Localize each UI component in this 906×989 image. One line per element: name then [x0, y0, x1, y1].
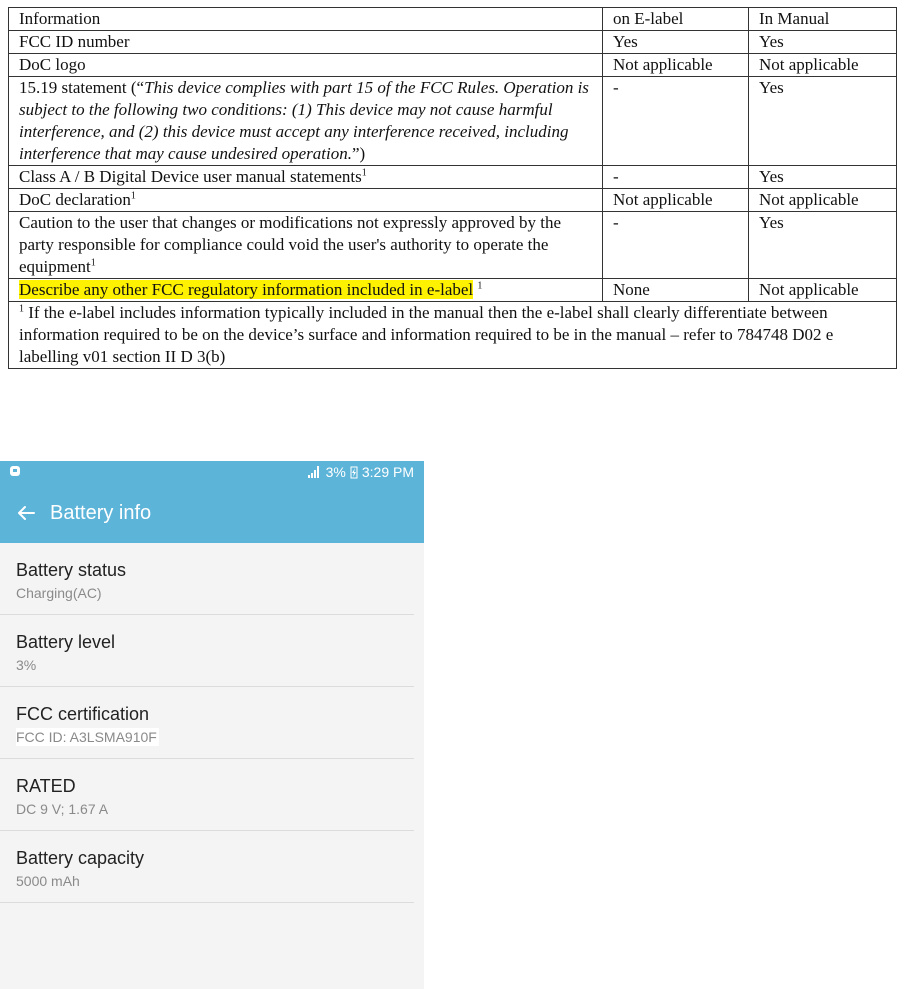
- footnote: [9, 302, 897, 369]
- row-info: DoC logo: [9, 54, 603, 77]
- row-info-text: Class A / B Digital Device user manual statements: [19, 167, 362, 186]
- header-information: Information: [9, 8, 603, 31]
- statement-prefix: 15.19 statement (“: [19, 78, 145, 97]
- item-title: Battery level: [16, 632, 116, 652]
- table-row-highlighted: [9, 279, 897, 302]
- item-title: RATED: [16, 776, 76, 796]
- notification-icon: [8, 464, 22, 478]
- table-row: [9, 31, 897, 54]
- table-header-row: [9, 8, 897, 31]
- list-item-rated: [0, 759, 414, 831]
- row-info: [9, 279, 603, 302]
- table-row: [9, 212, 897, 279]
- statement-suffix: ”): [352, 144, 366, 163]
- row-elabel: -: [603, 166, 749, 189]
- row-elabel: None: [603, 279, 749, 302]
- footnote-text: If the e-label includes information typically included in the manual then the e-label shall clearly differentiate between information required to be on the device’s surface and information required to be in the manual – refer to 784748 D02 e labelling v01 section II D 3(b): [19, 303, 834, 366]
- header-in-manual: In Manual: [749, 8, 897, 31]
- statement-quote: This device complies with part 15 of the FCC Rules. Operation is subject to the following two conditions: (1) This device may not cause harmful interference, and (2) this device must accept any interference received, including interference that may cause undesired operation.: [19, 78, 589, 163]
- list-item-battery-status: [0, 543, 414, 615]
- app-bar: [0, 483, 424, 543]
- footnote-ref: 1: [130, 190, 136, 202]
- table-row: [9, 77, 897, 166]
- row-info: [9, 166, 603, 189]
- table-row: [9, 189, 897, 212]
- row-elabel: Yes: [603, 31, 749, 54]
- charging-bolt-icon: [350, 466, 358, 479]
- battery-percent: 3%: [325, 464, 346, 480]
- header-on-elabel: on E-label: [603, 8, 749, 31]
- footnote-ref: 1: [90, 257, 96, 269]
- item-value: DC 9 V; 1.67 A: [16, 801, 109, 817]
- row-info-text: DoC declaration: [19, 190, 131, 209]
- row-manual: Yes: [749, 31, 897, 54]
- signal-bars-icon: [308, 466, 322, 478]
- row-elabel: Not applicable: [603, 54, 749, 77]
- item-title: FCC certification: [16, 704, 150, 724]
- footnote-row: [9, 302, 897, 369]
- footnote-ref: 1: [361, 167, 367, 179]
- status-bar: [0, 461, 424, 483]
- phone-screenshot: [0, 461, 424, 989]
- list-item-battery-capacity: [0, 831, 414, 903]
- row-manual: Not applicable: [749, 279, 897, 302]
- row-info-text: Caution to the user that changes or modifications not expressly approved by the party responsible for compliance could void the user's authority to operate the equipment: [19, 213, 561, 276]
- row-info: [9, 77, 603, 166]
- row-manual: Yes: [749, 212, 897, 279]
- item-value: Charging(AC): [16, 585, 102, 601]
- row-manual: Yes: [749, 166, 897, 189]
- item-title: Battery capacity: [16, 848, 145, 868]
- list-item-fcc-certification: [0, 687, 414, 759]
- row-elabel: -: [603, 77, 749, 166]
- footnote-ref: 1: [477, 280, 483, 292]
- table-row: [9, 166, 897, 189]
- row-info: [9, 212, 603, 279]
- status-right: [308, 464, 414, 480]
- page-title: Battery info: [50, 501, 152, 524]
- table-row: [9, 54, 897, 77]
- row-manual: Not applicable: [749, 189, 897, 212]
- row-info: [9, 189, 603, 212]
- list-item-battery-level: [0, 615, 414, 687]
- item-title: Battery status: [16, 560, 127, 580]
- item-value: FCC ID: A3LSMA910F: [16, 729, 157, 745]
- row-info: FCC ID number: [9, 31, 603, 54]
- row-elabel: -: [603, 212, 749, 279]
- highlighted-text: Describe any other FCC regulatory information included in e-label: [19, 280, 474, 299]
- footnote-mark: 1: [19, 303, 24, 315]
- back-arrow-icon[interactable]: [14, 501, 38, 525]
- status-time: 3:29 PM: [361, 464, 414, 480]
- row-elabel: Not applicable: [603, 189, 749, 212]
- row-manual: Not applicable: [749, 54, 897, 77]
- row-manual: Yes: [749, 77, 897, 166]
- fcc-requirements-table: [8, 7, 897, 369]
- item-value: 3%: [16, 657, 37, 673]
- item-value: 5000 mAh: [16, 873, 80, 889]
